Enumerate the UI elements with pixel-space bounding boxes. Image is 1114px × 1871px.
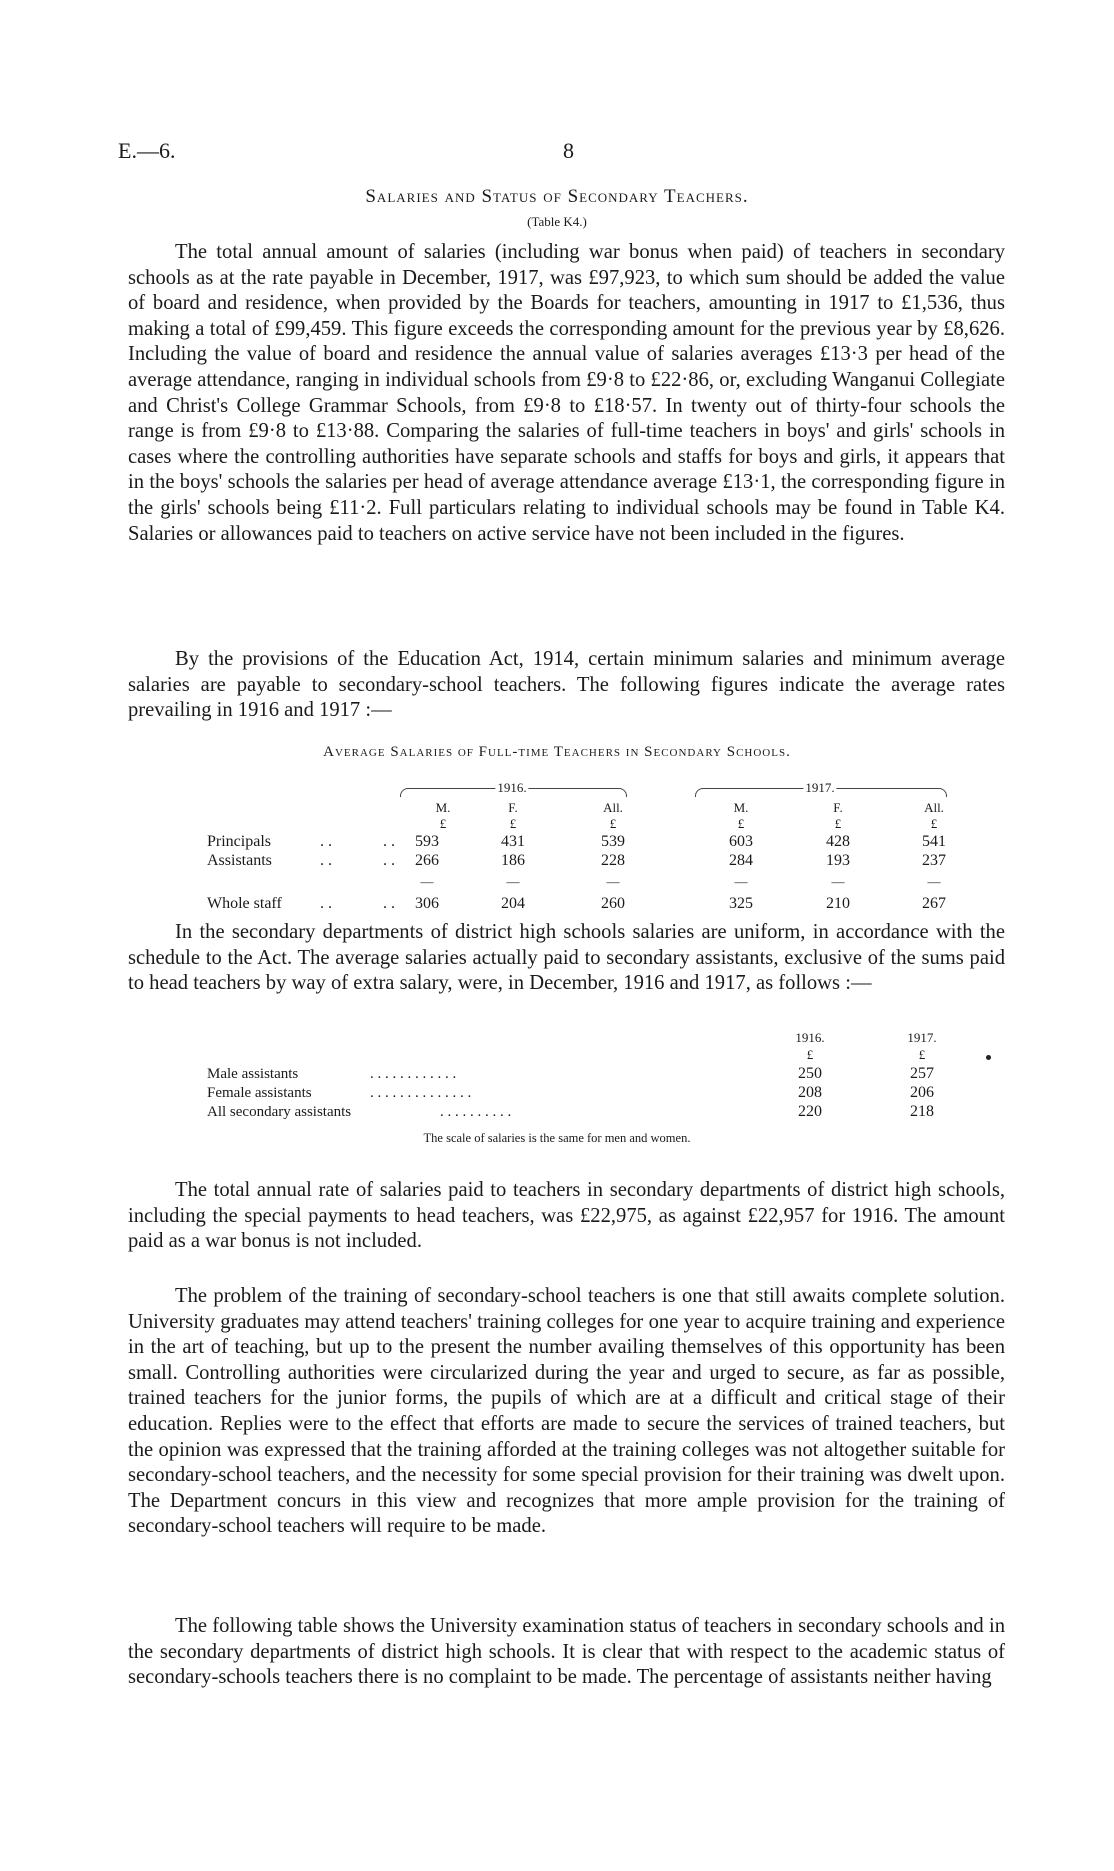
- cell-whole-f-1917: 210: [826, 895, 850, 912]
- cell-all-1917: 218: [910, 1103, 934, 1120]
- paragraph-district-high-schools: In the secondary departments of district high schools salaries are uniform, in accordance with the schedule to the Act. The average salaries actually paid to secondary assistants, exclusive of the sums paid to head teachers by way of extra salary, were, in December, 1916 and 1917, as follows :—: [128, 921, 1005, 995]
- cell-principals-all-1916: 539: [601, 833, 625, 850]
- unit-all-1916: £: [609, 816, 617, 831]
- separator-dash: —: [506, 874, 520, 889]
- leader-dots: . . . . . . . . . . . .: [370, 1066, 457, 1082]
- separator-dash: —: [831, 874, 845, 889]
- row-label-assistants: Assistants: [207, 852, 272, 869]
- table-footnote: The scale of salaries is the same for men and women.: [423, 1131, 691, 1145]
- row-label-male-assistants: Male assistants: [207, 1066, 299, 1082]
- leader-dots: . .: [320, 852, 332, 869]
- col-header-1916: 1916.: [795, 1030, 825, 1045]
- row-label-principals: Principals: [207, 833, 271, 850]
- cell-assistants-f-1916: 186: [501, 852, 525, 869]
- page-number: 8: [563, 138, 574, 163]
- leader-dots: . .: [320, 895, 332, 912]
- cell-principals-f-1917: 428: [826, 833, 850, 850]
- cell-female-1917: 206: [910, 1084, 934, 1101]
- table-average-salaries-title: Average Salaries of Full-time Teachers in Secondary Schools.: [323, 744, 791, 760]
- document-reference: E.—6.: [118, 138, 176, 163]
- paragraph-education-act: By the provisions of the Education Act, 1914, certain minimum salaries and minimum average salaries are payable to secondary-school teachers. The following figures indicate the average rates prevailing in 1916 and 1917 :—: [128, 648, 1005, 722]
- cell-male-1916: 250: [798, 1065, 822, 1082]
- cell-female-1916: 208: [798, 1084, 822, 1101]
- cell-whole-m-1916: 306: [415, 895, 439, 912]
- col-header-f-1917: F.: [833, 800, 843, 815]
- separator-dash: —: [606, 874, 620, 889]
- cell-whole-f-1916: 204: [501, 895, 525, 912]
- unit-m-1916: £: [439, 816, 447, 831]
- cell-whole-all-1917: 267: [922, 895, 946, 912]
- unit-f-1917: £: [834, 816, 842, 831]
- cell-principals-m-1917: 603: [729, 833, 753, 850]
- col-header-m-1917: M.: [733, 800, 749, 815]
- row-label-female-assistants: Female assistants: [207, 1085, 312, 1101]
- year-header-1916: 1916.: [497, 780, 527, 795]
- col-header-all-1916: All.: [603, 800, 623, 815]
- leader-dots: . .: [383, 833, 395, 850]
- unit-m-1917: £: [737, 816, 745, 831]
- separator-dash: —: [420, 874, 434, 889]
- paragraph-university-status: The following table shows the University examination status of teachers in secondary schools and in the secondary departments of district high schools. It is clear that with respect to the academic status of secondary-schools teachers there is no complaint to be made. The percentage of assistants neither having: [128, 1615, 1005, 1689]
- unit-all-1917: £: [930, 816, 938, 831]
- cell-principals-f-1916: 431: [501, 833, 525, 850]
- cell-male-1917: 257: [910, 1065, 934, 1082]
- year-header-1917: 1917.: [805, 780, 835, 795]
- leader-dots: . .: [383, 895, 395, 912]
- cell-assistants-m-1916: 266: [415, 852, 439, 869]
- separator-dash: —: [927, 874, 941, 889]
- leader-dots: . .: [320, 833, 332, 850]
- section-title: Salaries and Status of Secondary Teachers.: [365, 186, 749, 207]
- section-subtitle: (Table K4.): [527, 214, 587, 229]
- cell-assistants-f-1917: 193: [826, 852, 850, 869]
- stray-mark: [986, 1055, 991, 1060]
- cell-principals-all-1917: 541: [922, 833, 946, 850]
- cell-assistants-m-1917: 284: [729, 852, 753, 869]
- col-header-m-1916: M.: [435, 800, 451, 815]
- cell-whole-all-1916: 260: [601, 895, 625, 912]
- col-header-all-1917: All.: [924, 800, 944, 815]
- separator-dash: —: [734, 874, 748, 889]
- paragraph-salaries-total: The total annual amount of salaries (including war bonus when paid) of teachers in secondary schools as at the rate payable in December, 1917, was £97,923, to which sum should be added the value of board and residence, when provided by the Boards for teachers, amounting in 1917 to £1,536, thus making a total of £99,459. This figure exceeds the corresponding amount for the previous year by £8,626. Including the value of board and residence the annual value of salaries averages £13·3 per head of the average attendance, ranging in individual schools from £9·8 to £22·86, or, excluding Wanganui Collegiate and Christ's College Grammar Schools, from £9·8 to £18·57. In twenty out of thirty-four schools the range is from £9·8 to £13·88. Comparing the salaries of full-time teachers in boys' and girls' schools in cases where the controlling authorities have separate schools and staffs for boys and girls, it appears that in the boys' schools the salaries per head of average attendance average £13·1, the corresponding figure in the girls' schools being £11·2. Full particulars relating to individual schools may be found in Table K4. Salaries or allowances paid to teachers on active service have not been included in the figures.: [128, 241, 1005, 545]
- cell-assistants-all-1916: 228: [601, 852, 625, 869]
- col-header-1917: 1917.: [907, 1030, 937, 1045]
- col-header-f-1916: F.: [508, 800, 518, 815]
- cell-whole-m-1917: 325: [729, 895, 753, 912]
- leader-dots: . . . . . . . . . .: [440, 1104, 512, 1120]
- unit-f-1916: £: [509, 816, 517, 831]
- leader-dots: . . . . . . . . . . . . . .: [370, 1085, 472, 1101]
- unit-1916: £: [806, 1047, 814, 1062]
- cell-assistants-all-1917: 237: [922, 852, 946, 869]
- row-label-whole-staff: Whole staff: [207, 895, 282, 912]
- cell-principals-m-1916: 593: [415, 833, 439, 850]
- row-label-all-secondary-assistants: All secondary assistants: [207, 1104, 352, 1120]
- paragraph-training-problem: The problem of the training of secondary-school teachers is one that still awaits complete solution. University graduates may attend teachers' training colleges for one year to acquire training and experience in the art of teaching, but up to the present the number availing themselves of this opportunity has been small. Controlling authorities were circularized during the year and urged to secure, as far as possible, trained teachers for the junior forms, the pupils of which are at a difficult and critical stage of their education. Replies were to the effect that efforts are made to secure the services of trained teachers, but the opinion was expressed that the training afforded at the training colleges was not altogether suitable for secondary-school teachers, and the necessity for some special provision for their training was dwelt upon. The Department concurs in this view and recognizes that more ample provision for the training of secondary-school teachers will require to be made.: [128, 1285, 1005, 1538]
- paragraph-total-annual-rate: The total annual rate of salaries paid to teachers in secondary departments of district high schools, including the special payments to head teachers, was £22,975, as against £22,957 for 1916. The amount paid as a war bonus is not included.: [128, 1179, 1005, 1253]
- leader-dots: . .: [383, 852, 395, 869]
- unit-1917: £: [918, 1047, 926, 1062]
- cell-all-1916: 220: [798, 1103, 822, 1120]
